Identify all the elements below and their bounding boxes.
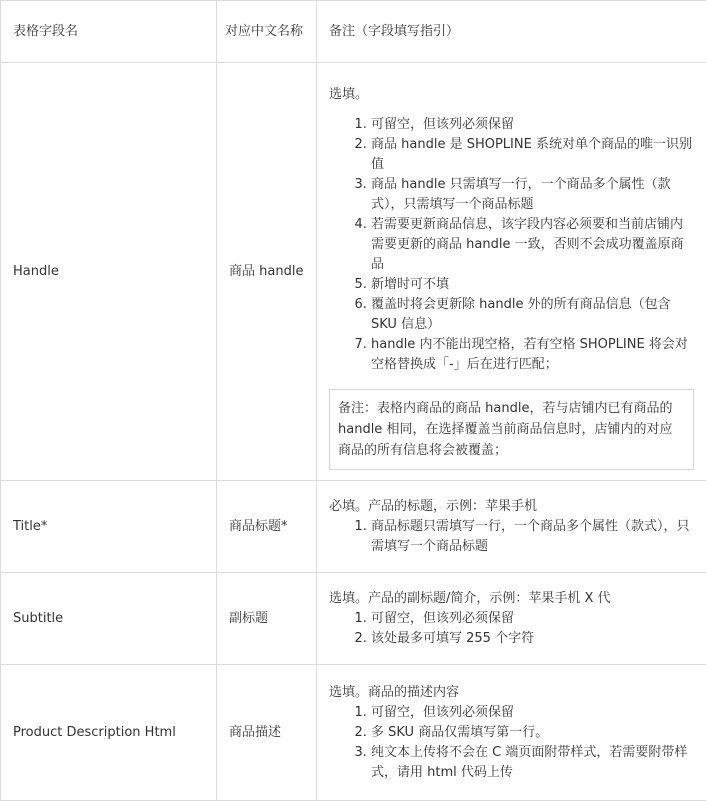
notes-cell [317, 665, 706, 801]
field-name-cell: Product Description Html [1, 665, 217, 801]
notes-list [329, 703, 694, 783]
list-item: 5. 新增时可不填 [371, 275, 694, 295]
table-row [1, 63, 706, 481]
header-chinese-name: 对应中文名称 [217, 1, 317, 63]
header-field-name: 表格字段名 [1, 1, 217, 63]
header-notes: 备注（字段填写指引） [317, 1, 706, 63]
notes-list [329, 517, 694, 557]
notes-lead: 选填。 [329, 85, 694, 105]
notes-cell [317, 63, 706, 481]
notes-list [329, 115, 694, 375]
list-item: 6. 覆盖时将会更新除 handle 外的所有商品信息（包含 SKU 信息） [371, 295, 694, 335]
list-item: 2. 商品 handle 是 SHOPLINE 系统对单个商品的唯一识别值 [371, 135, 694, 175]
table-row [1, 573, 706, 665]
field-name-cell: Subtitle [1, 573, 217, 665]
table-row [1, 665, 706, 801]
field-name-cell: Title* [1, 481, 217, 573]
notes-lead: 选填。商品的描述内容 [329, 683, 694, 703]
chinese-name-cell: 商品描述 [217, 665, 317, 801]
list-item: 3. 商品 handle 只需填写一行，一个商品多个属性（款式），只需填写一个商品标题 [371, 175, 694, 215]
list-item: 1. 可留空，但该列必须保留 [371, 115, 694, 135]
notes-list [329, 609, 694, 649]
notes-lead: 必填。产品的标题，示例：苹果手机 [329, 497, 694, 517]
note-callout: 备注：表格内商品的商品 handle，若与店铺内已有商品的 handle 相同，在选择覆盖当前商品信息时，店铺内的对应商品的所有信息将会被覆盖； [329, 389, 694, 470]
list-item: 7. handle 内不能出现空格，若有空格 SHOPLINE 将会对空格替换成「-」后在进行匹配； [371, 335, 694, 375]
list-item: 1. 商品标题只需填写一行，一个商品多个属性（款式），只需填写一个商品标题 [371, 517, 694, 557]
table-header-row [1, 1, 706, 63]
list-item: 2. 多 SKU 商品仅需填写第一行。 [371, 723, 694, 743]
notes-lead: 选填。产品的副标题/简介，示例：苹果手机 X 代 [329, 589, 694, 609]
list-item: 1. 可留空，但该列必须保留 [371, 609, 694, 629]
list-item: 4. 若需要更新商品信息，该字段内容必须要和当前店铺内需要更新的商品 handle 一致，否则不会成功覆盖原商品 [371, 215, 694, 275]
chinese-name-cell: 商品标题* [217, 481, 317, 573]
list-item: 3. 纯文本上传将不会在 C 端页面附带样式，若需要附带样式，请用 html 代码上传 [371, 743, 694, 783]
notes-cell [317, 573, 706, 665]
notes-cell [317, 481, 706, 573]
list-item: 2. 该处最多可填写 255 个字符 [371, 629, 694, 649]
list-item: 1. 可留空，但该列必须保留 [371, 703, 694, 723]
chinese-name-cell: 副标题 [217, 573, 317, 665]
field-name-cell: Handle [1, 63, 217, 481]
table-row [1, 481, 706, 573]
chinese-name-cell: 商品 handle [217, 63, 317, 481]
